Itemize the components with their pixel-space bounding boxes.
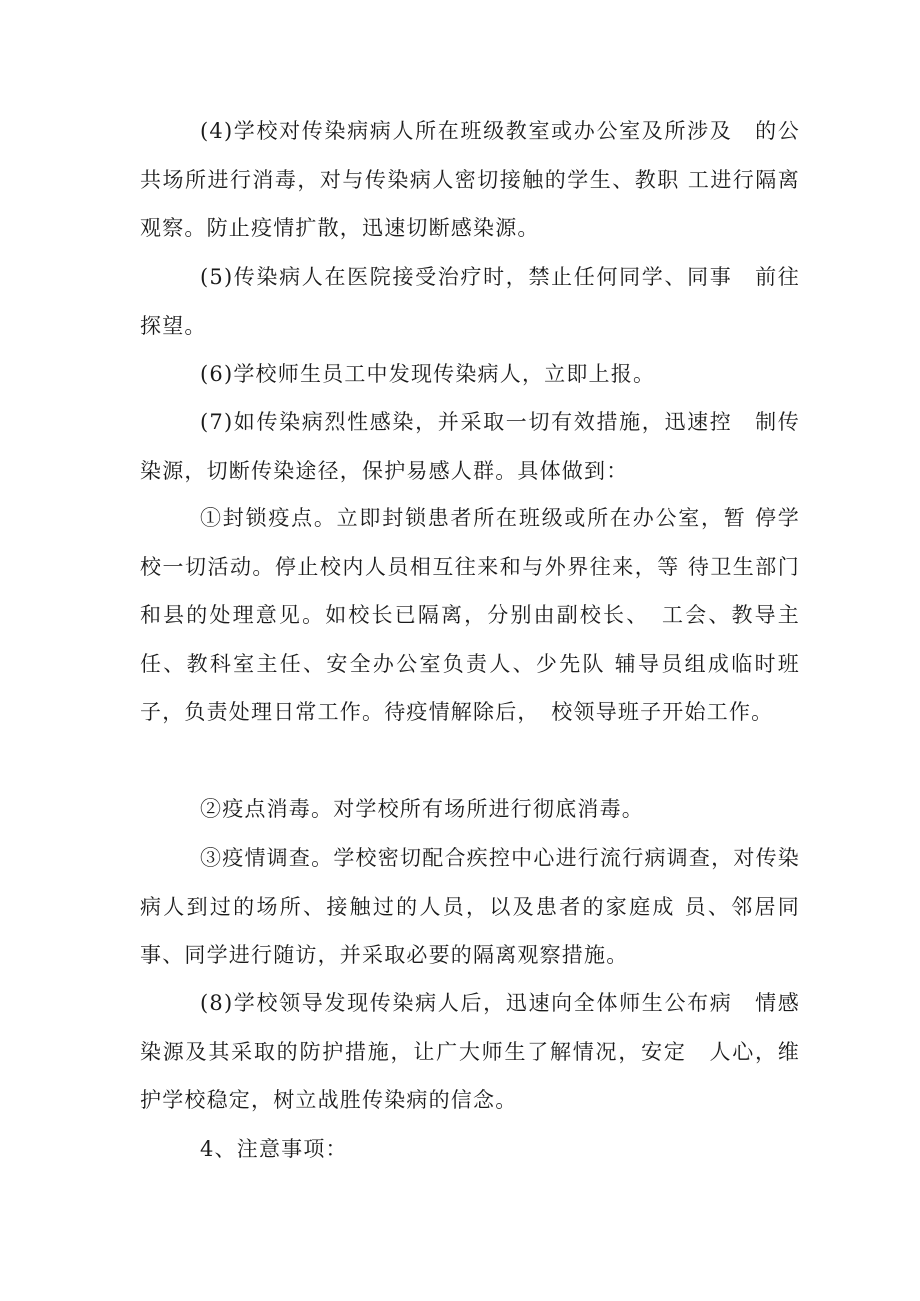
paragraph-item-4: (4)学校对传染病病人所在班级教室或办公室及所涉及 的公共场所进行消毒，对与传染病人密切接触的学生、教职 工进行隔离观察。防止疫情扩散，迅速切断感染源。	[140, 119, 800, 240]
paragraph-item-7: (7)如传染病烈性感染，并采取一切有效措施，迅速控 制传染源，切断传染途径，保护易感人群。具体做到：	[140, 410, 800, 483]
paragraph-item-8: (8)学校领导发现传染病人后，迅速向全体师生公布病 情感染源及其采取的防护措施，让广大师生了解情况，安定 人心，维护学校稳定，树立战胜传染病的信念。	[140, 991, 800, 1112]
section-heading-notes: 4、注意事项：	[200, 1137, 348, 1161]
paragraph-lockdown: ①封锁疫点。立即封锁患者所在班级或所在办公室，暂 停学校一切活动。停止校内人员相互往来和与外界往来，等 待卫生部门和县的处理意见。如校长已隔离，分别由副校长、 工会、教导主任、教科室主任、安全办公室负责人、少先队 辅导员组成临时班子，负责处理日常工作。待疫情解除后， 校领导班子开始工作。	[140, 506, 800, 724]
paragraph-item-5: (5)传染病人在医院接受治疗时，禁止任何同学、同事 前往探望。	[140, 265, 800, 338]
paragraph-item-6: (6)学校师生员工中发现传染病人，立即上报。	[200, 362, 656, 386]
paragraph-disinfection: ②疫点消毒。对学校所有场所进行彻底消毒。	[200, 797, 644, 821]
paragraph-investigation: ③疫情调查。学校密切配合疾控中心进行流行病调查，对传染病人到过的场所、接触过的人员，以及患者的家庭成 员、邻居同事、同学进行随访，并采取必要的隔离观察措施。	[140, 846, 800, 967]
